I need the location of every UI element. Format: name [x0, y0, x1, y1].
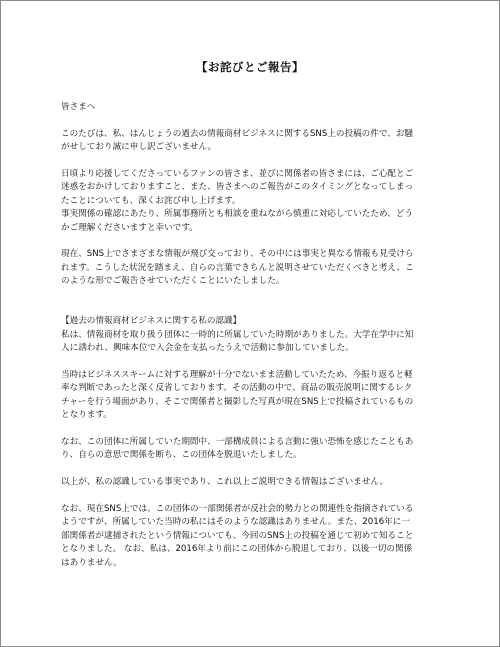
document-body [61, 101, 444, 583]
text-line: 日頃より応援してくださっているファンの皆さま、並びに関係者の皆さまには、ご心配とご [61, 169, 414, 179]
paragraph-fans-apology [61, 168, 444, 208]
text-line: れます。こうした状況を踏まえ、自らの言葉できちんと説明させていただくべきと考え、こ [61, 262, 414, 273]
paragraph-current-situation [61, 248, 444, 288]
section-block [61, 315, 444, 355]
text-line: なお、この団体に所属していた期間中、一部構成員による言動に強い恐怖を感じたこともあ [61, 437, 414, 448]
text-line: 皆さまへ [61, 102, 96, 112]
text-line: 事実関係の確認にあたり、所属事務所とも相談を重ねながら慎重に対応していたため、どう [61, 209, 414, 220]
text-line: 以上が、私の認識している事実であり、これ以上ご説明できる情報はございません。 [61, 477, 389, 488]
text-line: となります。 [61, 410, 112, 421]
text-line: 私は、情報商材を取り扱う団体に一時的に所属していた時期がありました。大学在学中に知 [61, 329, 414, 340]
text-line: り、自らの意思で関係を断ち、この団体を脱退いたしました。 [61, 450, 302, 461]
section-heading: 【過去の情報商材ビジネスに関する私の認識】 [61, 316, 242, 327]
text-line: はありません。 [61, 557, 122, 568]
section-spacer [61, 302, 444, 315]
paragraph-reflection [61, 369, 444, 423]
paragraph-current-claims [61, 503, 444, 570]
text-line: 人に誘われ、興味本位で入会金を支払ったうえで活動に参加していました。 [61, 343, 354, 354]
text-line: のような形でご報告させていただくことにいたしました。 [61, 276, 285, 287]
paragraph-spacer [61, 356, 444, 369]
text-line: チャーを行う場面があり、そこで関係者と撮影した写真が現在SNS上で投稿されているもの [61, 396, 414, 407]
greeting [61, 101, 444, 114]
document-title: 【お詫びとご報告】 [196, 60, 304, 74]
paragraph-withdrawal [61, 436, 444, 463]
text-line: となりました。 なお、私は、2016年より前にこの団体から脱退しており、以後一切の関係 [61, 544, 413, 555]
paragraph-summary [61, 476, 444, 489]
text-line: 部関係者が逮捕されたという情報についても、今回のSNS上の投稿を通じて初めて知ること [61, 530, 414, 541]
text-line: ようですが、所属していた当時の私にはそのような認識はありません。また、2016年に一 [61, 517, 410, 528]
text-line: 迷惑をおかけしておりますこと、また、皆さまへのご報告がこのタイミングとなってしまっ [61, 182, 414, 193]
text-line: 現在、SNS上でさまざまな情報が飛び交っており、その中には事実と異なる情報も見受けら [61, 249, 414, 260]
paragraph-fact-check [61, 208, 444, 235]
text-line: たことについても、深くお詫び申し上げます。 [61, 195, 241, 206]
paragraph-apology [61, 128, 444, 155]
text-line: 率な判断であったと深く反省しております。その活動の中で、商品の販売説明に関するレク [61, 383, 413, 394]
text-line: 当時はビジネススキームに対する理解が十分でないまま活動していたため、今振り返ると軽 [61, 370, 413, 381]
text-line: がせしており誠に申し訳ございません。 [61, 142, 217, 153]
text-line: なお、現在SNS上では、この団体の一部関係者が反社会的勢力との関連性を指摘されている [61, 504, 414, 515]
text-line: このたびは、私、はんじょうの過去の情報商材ビジネスに関するSNS上の投稿の件で、お騒 [61, 128, 414, 139]
text-line: かご理解くださいますと幸いです。 [61, 222, 198, 233]
